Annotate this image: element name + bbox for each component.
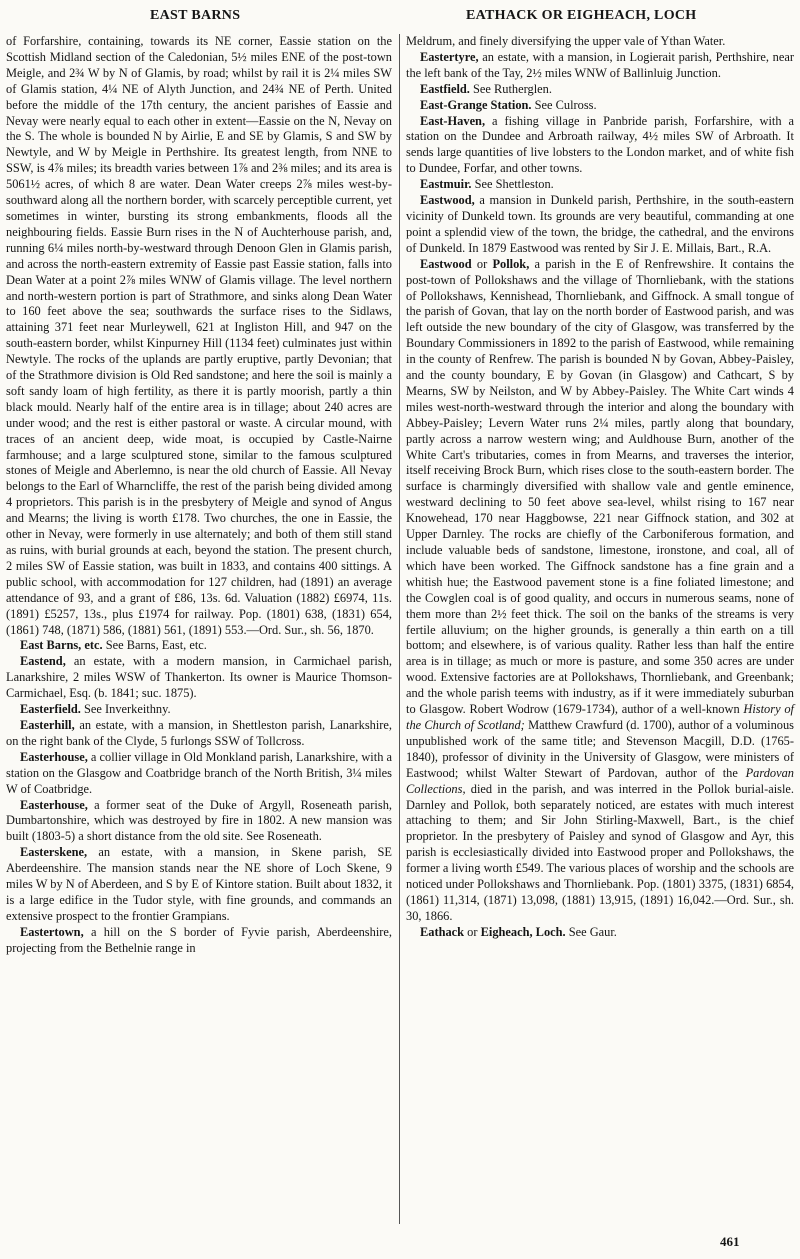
column-divider <box>399 34 400 1224</box>
entry-text: an estate, with a mansion, in Skene parish, SE Aberdeenshire. The mansion stands near the NE shore of Loch Skene, 9 miles W by N of Aberdeen, and S by E of Kintore station. Built about 1832, it is a large edifice in the Tudor style, with fine grounds, and commands an extensive prospect to the frontier Grampians. <box>6 845 393 923</box>
right-column <box>406 34 794 941</box>
entry-text: Meldrum, and finely diversifying the upper vale of Ythan Water. <box>406 34 726 48</box>
running-head <box>0 4 800 30</box>
entry-text: See Shettleston. <box>471 177 554 192</box>
entry <box>406 177 794 193</box>
entry <box>406 82 794 98</box>
page-number: 461 <box>720 1234 740 1249</box>
entry <box>406 925 794 941</box>
running-head-right: EATHACK OR EIGHEACH, LOCH <box>466 8 697 23</box>
entry-text: a hill on the S border of Fyvie parish, Aberdeenshire, projecting from the Bethelnie range in <box>6 924 392 955</box>
entry-text: See Barns, East, etc. <box>102 638 207 653</box>
entry-headword-alt: Eigheach, Loch. <box>480 924 566 939</box>
entry-headword: East Barns, etc. <box>20 638 103 653</box>
entry <box>406 114 794 178</box>
entry-headword: Eastwood, <box>420 193 475 208</box>
entry <box>6 845 392 925</box>
entry-connector: or <box>464 924 481 939</box>
entry-headword: Eastmuir. <box>420 177 472 192</box>
entry-continuation <box>406 34 794 50</box>
entry-headword: Eastend, <box>20 654 66 669</box>
entry-text: died in the parish, and was interred in the Pollok burial-aisle. Darnley and Pollok, both separately noticed, are estates with much interest attaching to them; and Sir John Stirling-Maxwell, Bart., is the chief proprietor. In the presbytery of Paisley and synod of Glasgow and Ayr, this parish is ecclesiastically divided into Eastwood proper and Pollokshaws, the former a living worth £549. The various places of worship and the schools are noticed under Pollokshaws and Thornliebank. Pop. (1801) 3375, (1831) 6854, (1861) 11,314, (1871) 13,098, (1881) 13,915, (1891) 16,042.—Ord. Sur., sh. 30, 1866. <box>406 781 794 923</box>
entry-headword: Easterhouse, <box>20 797 88 812</box>
entry <box>6 702 392 718</box>
entry-text: a parish in the E of Renfrewshire. It contains the post-town of Pollokshaws and the village of Thornliebank, with the stations of Pollokshaws, Kennishead, Thornliebank, and Giffnock. A small tongue of the parish of Govan, that lay on the north border of Eastwood parish, and was left outside the new boundary of the city of Glasgow, was transferred by the Boundary Commissioners in 1892 to the parish of Eastwood, while remaining in the county of Renfrew. The parish is bounded N by Govan, Abbey-Paisley, and the county boundary, E by Govan (in Glasgow) and Cathcart, S by Mearns, SW by Neilston, and W by Abbey-Paisley. The White Cart winds 4 miles west-north-westward through the interior and along the boundary with Abbey-Paisley; Levern Water runs 2¼ miles, partly along that boundary, partly across a narrow western wing; and Auldhouse Burn, another of the White Cart's tributaries, comes in from Mearns, and traverses the interior, itself receiving Brock Burn, which rises close to the south-eastern border. The surface is charmingly diversified with shallow vale and gentle eminence, westward declining to 50 feet above sea-level, whilst rising to 167 near Knowehead, 170 near Haggbowse, 221 near Giffnock station, and 302 at Upper Darnley. The rocks are chiefly of the Carboniferous formation, and include valuable beds of sandstone, limestone, ironstone, and coal, all of which have been worked. The Giffnock sandstone has a fine grain and a whitish hue; the Eastwood pavement stone is a fine foliated limestone; and the Cowglen coal is of good quality, and occurs in numerous seams, none of them more than 2½ feet thick. The soil on the banks of the streams is very fertile alluvium; on the higher grounds, is generally a thin earth on a till bottom; and elsewhere, is of various quality. Rather less than half the entire area is in tillage; as much or more is pasture, and some 350 acres are under wood. Extensive factories are at Pollokshaws, Thornliebank, and Greenbank; and the whole parish teems with industry, as if it were immediately suburban to Glasgow. Robert Wodrow (1679-1734), author of a well-known <box>406 256 794 717</box>
entry <box>6 798 392 846</box>
entry-italic-title: History of the Church of Scotland; <box>406 702 794 732</box>
entry-headword-alt: Pollok, <box>492 256 530 271</box>
entry-headword: Easterfield. <box>20 702 81 717</box>
entry-text: Matthew Crawfurd (d. 1700), author of a voluminous unpublished work of the same title; and Stevenson Macgill, D.D. (1765-1840), professor of divinity in the University of Glasgow, were ministers of Eastwood; whilst Walter Stewart of Pardovan, author of the <box>406 717 794 780</box>
entry <box>6 718 392 750</box>
entry-headword: East-Haven, <box>420 113 486 128</box>
entry-text: an estate, with a mansion, in Shettleston parish, Lanarkshire, on the right bank of the Clyde, 5 furlongs SSW of Tollcross. <box>6 717 392 748</box>
entry-text: a fishing village in Panbride parish, Forfarshire, with a station on the Dundee and Arbroath railway, 4½ miles SW of Arbroath. It sends large quantities of live lobsters to the London market, and of white fish to Dundee, Forfar, and other towns. <box>406 113 794 176</box>
entry <box>406 193 794 257</box>
entry-text: a mansion in Dunkeld parish, Perthshire, in the south-eastern vicinity of Dunkeld town. Its grounds are very beautiful, commanding at one point a splendid view of the town, the bridge, the cathedral, and the environs of Dunkeld. In 1879 Eastwood was rented by Sir J. E. Millais, Bart., R.A. <box>406 193 794 255</box>
entry <box>6 925 392 957</box>
entry-continuation <box>6 34 392 638</box>
entry-headword: Eastwood <box>420 256 472 271</box>
entry-text: See Gaur. <box>565 924 617 939</box>
entry-headword: Easterskene, <box>20 845 88 860</box>
entry-headword: Easterhouse, <box>20 749 88 764</box>
entry-text: See Rutherglen. <box>469 81 552 96</box>
entry <box>406 257 794 925</box>
left-column <box>6 34 392 957</box>
entry <box>6 750 392 798</box>
entry-text: an estate, with a modern mansion, in Carmichael parish, Lanarkshire, 2 miles WSW of Thankerton. Its owner is Maurice Thomson-Carmichael, Esq. (b. 1841; suc. 1875). <box>6 654 392 701</box>
entry-headword: Eastfield. <box>420 81 470 96</box>
entry-text: a collier village in Old Monkland parish, Lanarkshire, with a station on the Glasgow and Coatbridge branch of the North British, 3¼ miles W of Coatbridge. <box>6 749 392 796</box>
entry-headword: Eathack <box>420 924 465 939</box>
entry-headword: Eastertyre, <box>420 49 479 64</box>
entry-text: an estate, with a mansion, in Logierait parish, Perthshire, near the left bank of the Tay, 2½ miles WNW of Ballinluig Junction. <box>406 49 794 80</box>
entry <box>6 654 392 702</box>
entry <box>406 98 794 114</box>
entry-text: See Culross. <box>531 97 597 112</box>
entry-headword: East-Grange Station. <box>420 97 532 112</box>
entry-text: See Inverkeithny. <box>80 702 171 717</box>
entry-text: of Forfarshire, containing, towards its NE corner, Eassie station on the Scottish Midland section of the Caledonian, 5½ miles ENE of the post-town Meigle, and 2¾ W by N of Glamis, by road; whilst by rail it is 2¼ miles SW of Glamis station, 4¼ NE of Alyth Junction, and 24¾ NE of Perth. United before the middle of the 17th century, the ancient parishes of Eassie and Nevay were nearly equal to each other in extent—Eassie on the N, Nevay on the S. The whole is bounded N by Airlie, E and SE by Glamis, S and SW by Newtyle, and W by Meigle in Perthshire. Its greatest length, from NNE to SSW, is 4⅞ miles; its breadth varies between 1⅞ and 2⅜ miles; and its area is 5061½ acres, of which 8 are water. Dean Water creeps 2⅞ miles west-by-southward along all the northern border, with scarcely perceptible current, yet sometimes in winter, bursting its strong embankments, floods all the neighbouring fields. Eassie Burn rises in the N of Auchterhouse parish, and, running 6¼ miles north-by-westward through Denoon Glen in Glamis parish, and across the north-eastern extremity of Eassie past Eassie station, falls into Dean Water at a point 2⅞ miles WNW of Glamis village. The level northern and north-western portion is part of Strathmore, and sinks along Dean Water to 160 feet above the sea; southwards the surface rises to the Sidlaws, attaining 371 feet near Murleywell, 621 at Ingliston Hill, and 947 on the south-eastern border, whilst Kinpurney Hill (1134 feet) culminates just within Newtyle. The rocks of the uplands are partly eruptive, partly Devonian; that of the Strathmore division is Old Red sandstone; and here the soil is mainly a soft sandy loam of high fertility, as there it is partly moorish, partly a thin black mould. Nearly half of the entire area is in tillage; about 240 acres are under wood; and the rest is either pastoral or waste. A circular mound, with traces of an ancient deep, wide moat, is occupied by Castle-Nairne farmhouse; and a large sculptured stone, similar to the famous sculptured stones of Meigle and Aberlemno, is near the old church of Eassie. All Nevay belongs to the Earl of Wharncliffe, the rest of the parish being divided among 4 proprietors. This parish is in the presbytery of Meigle and synod of Angus and Mearns; the living is worth £178. Two churches, the one in Eassie, the other in Nevay, were formerly in use alternately; and both of them still stand as ruins, with burial grounds at each, beyond the station. The present church, 2 miles SW of Eassie station, was built in 1833, and contains 400 sittings. A public school, with accommodation for 127 children, had (1891) an average attendance of 93, and a grant of £86, 13s. 6d. Valuation (1882) £6974, 11s. (1891) £5257, 13s., plus £1974 for railway. Pop. (1801) 638, (1831) 654, (1861) 748, (1871) 586, (1881) 561, (1891) 553.—Ord. Sur., sh. 56, 1870. <box>6 34 392 637</box>
entry-headword: Eastertown, <box>20 924 84 939</box>
entry-text: a former seat of the Duke of Argyll, Roseneath parish, Dumbartonshire, which was destroyed by fire in 1802. A new mansion was built (1803-5) a short distance from the old site. See Roseneath. <box>6 797 392 844</box>
entry-connector: or <box>471 256 493 271</box>
entry <box>406 50 794 82</box>
entry-italic-title: Pardovan Collections, <box>406 765 794 796</box>
entry-headword: Easterhill, <box>20 717 75 732</box>
entry <box>6 638 392 654</box>
running-head-left: EAST BARNS <box>150 8 241 23</box>
